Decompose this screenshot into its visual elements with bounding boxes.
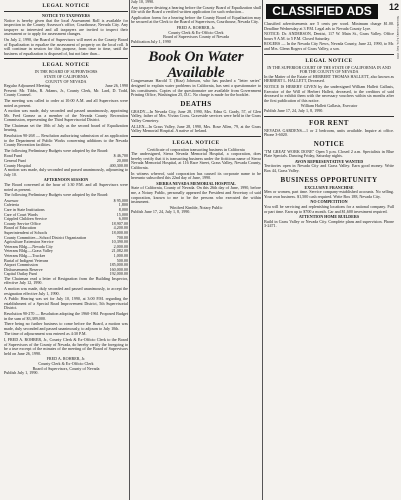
paragraph: The meeting was called to order at 10:00 A.M. and all Supervisors were noted as present.: [4, 97, 128, 108]
legal-notice-heading: LEGAL NOTICE: [42, 3, 90, 9]
signature: William Hallett Gallasis, Executor: [300, 103, 358, 109]
column-rule: [129, 0, 130, 500]
budget-list-2: [4, 199, 128, 277]
budget-amount: 20,000: [116, 158, 128, 164]
paragraph: A motion was made, duly seconded and passed unanimously, appointing Mr. Fred Gomez as a member of the Nevada County Recreation Commission, representing the Third Supervisorial District.: [4, 108, 128, 123]
paragraph: Territories open in Nevada City and Grass Valley. Earn good money. Write Box 44, Grass Valley.: [264, 163, 394, 174]
budget-item: Care of Court Wards: [4, 212, 38, 217]
attention-heading: ATTENTION HOME BUILDERS: [298, 214, 360, 220]
side-running-text: Nevada County Lyre, July 1991: [396, 16, 400, 60]
paragraph: Build in Grass Valley or Nevada City. Complete plans and supervision. Phone 3-2471.: [264, 218, 394, 229]
divider: [264, 54, 394, 55]
budget-item: Airport Commission: [4, 263, 38, 268]
legal-notice-heading: LEGAL NOTICE: [305, 57, 353, 64]
regular-meeting: Regular Adjourned Meeting: [4, 84, 50, 89]
budget-item: Cafeteria: [4, 203, 19, 208]
notice-heading: NOTICE: [313, 139, 345, 148]
budget-item: County Committee—School District Organization: [4, 235, 87, 240]
budget-item: Road Fund: [4, 154, 23, 159]
organization-name: SIERRA NEVADA MEMORIAL HOSPITAL: [156, 180, 236, 186]
budget-amount: 21,082.00: [111, 248, 128, 254]
budget-item: Veterans Bldg.—Grass Valley: [4, 249, 53, 254]
business-heading: BUSINESS OPPORTUNITY: [280, 175, 378, 184]
meeting-date: June 26, 1990: [105, 83, 128, 89]
budget-amount: 400,300.00: [109, 162, 128, 168]
paragraph: Congressman Harold T. (Bizz) Johnson, who has pushed a "letter series" designed to explain water problems in California, has sent a questionnaire to his constituents. Copies of the questionnaire are available from Government Printing Office, Washington 25, D.C. No charge is made for the booklet.: [131, 78, 261, 98]
deaths-heading: DEATHS: [180, 99, 212, 108]
headline-area: [131, 49, 261, 82]
column-rule: [262, 0, 263, 500]
paragraph: Resolution 90-270 — Resolution adopting the 1960-1961 Proposed Budget in the sum of $3,389,000.: [4, 311, 128, 321]
paragraph: Any taxpayer desiring a hearing before the County Board of Equalization shall file with the Board a verified written application for such reduction...: [131, 4, 261, 15]
paragraph: Application forms for a hearing before the County Board of Equalization may be secured at the Clerk to the Board of Supervisors, Courthouse, Nevada City.: [131, 14, 261, 25]
budget-amount: 15,000: [116, 211, 128, 217]
budget-amount: $ 95,000: [113, 197, 128, 203]
page-number: 12: [388, 2, 399, 12]
budget-amount: 10,390.00: [111, 239, 128, 245]
signature-title: Board of Supervisors County of Nevada: [163, 34, 229, 40]
court-title: IN THE SUPERIOR COURT OF THE STATE OF CALIFORNIA IN AND FOR THE COUNTY OF NEVADA: [267, 64, 391, 75]
headline: Book On Water Available: [148, 49, 244, 82]
budget-item: Capital Outlay Fund: [4, 272, 38, 277]
budget-list-1: [4, 154, 128, 168]
divider: [131, 46, 261, 47]
budget-item: Veterans Bldg.—Truckee: [4, 253, 46, 258]
paragraph: I, FRED A. ROHRER, Jr., County Clerk & Ex-Officio Clerk to the Board of Supervisors of the County of Nevada, do hereby certify the foregoing to be a true excerpt of the minutes of the meeting of the Board of Supervisors held on June 26, 1990.: [4, 337, 128, 356]
signature-title: County Clerk & Ex-Officio Clerk: [168, 29, 224, 35]
publish-date: Publish June 17, 24, July 1, 8, 1990.: [264, 107, 324, 113]
paragraph: The Chairman set the 10th of July as the second board of Equalization hearing.: [4, 122, 128, 133]
paragraph: NOTICE IS HEREBY GIVEN by the undersigned William Hallett Gallasis, Executor of the Will of Herbert Hallett, deceased, to the creditors of said deceased to exhibit them with the necessary vouchers within six months after the first publication of this notice.: [264, 83, 394, 103]
budget-amount: $ 46,700: [113, 153, 128, 159]
legal-notice-heading: LEGAL NOTICE: [172, 139, 220, 146]
certificate-title: Certificate of corporation transacting business in California: [147, 146, 245, 152]
divider: [4, 11, 128, 12]
budget-item: General Fund: [4, 159, 27, 164]
paragraph: In witness whereof, said corporation has caused its corporate name to be hereunto subscribed this 22nd day of June, 1990.: [131, 170, 261, 181]
paragraph: NOTICE: Dr. ANDERSON, Dentist, 117 W. Main St., Grass Valley. Office hours 9 A.M. to 5 P.M. Closed Saturday.: [264, 31, 394, 41]
publish-date: Publication July 1, 1990: [131, 38, 171, 44]
divider: [264, 116, 394, 117]
date-line: July 10, 1990.: [131, 0, 155, 4]
paragraph: A Public Hearing was set for July 10, 1990, at 3:00 P.M. regarding the establishment of a Special Road Improvement District, 5th Supervisorial District.: [4, 296, 128, 311]
budget-amount: 1,000.00: [113, 252, 128, 258]
budget-item: Superintendent of Schools: [4, 230, 48, 235]
paragraph: The Chairman read a letter of Resignation from the Building Inspector, effective July 12, 1990.: [4, 275, 128, 286]
notary-signature: Winifred Kimble, Notary Public: [169, 204, 223, 210]
divider: [4, 58, 128, 59]
avon-heading: AVON REPRESENTATIVE WANTED: [294, 158, 364, 164]
paragraph: Resolution 90-268 — Resolution authorizing submission of an application to the Department of Public Works concerning additions to the Nevada County Recreation facilities.: [4, 133, 128, 148]
rates-paragraph: Classified advertisements are 5 cents per word. Minimum charge $1.00. Deadline Wednesday at 3 P.M. Legal ads to Nevada County Lyre.: [264, 21, 394, 31]
budget-amount: 4,200.00: [113, 225, 128, 231]
legal-notice-heading: LEGAL NOTICE: [42, 62, 90, 69]
paragraph: The Board convened at the hour of 1:30 P.M. and all Supervisors were noted as present.: [4, 182, 128, 192]
column-center: [131, 0, 261, 500]
budget-item: Disbursements Reserve: [4, 267, 43, 272]
divider: [131, 136, 261, 137]
budget-amount: 500.00: [116, 257, 128, 263]
budget-amount: 192,000.00: [109, 271, 128, 277]
paragraph: A motion was made, duly seconded and passed unanimously, to accept the resignation effective July 1, 1990.: [4, 286, 128, 296]
budget-amount: 8,000: [118, 206, 128, 212]
notice-title: NOTICE TO TAXPAYERS: [42, 13, 90, 18]
classified-ads-banner: CLASSIFIED ADS: [266, 4, 378, 19]
signature: FRED A. ROHRER, Jr.: [176, 24, 216, 30]
budget-amount: 18,000.00: [111, 229, 128, 235]
county: COUNTY OF NEVADA: [45, 78, 87, 84]
signature: FRED A. ROHRER, Jr.: [46, 356, 86, 362]
budget-item: County Hospital: [4, 163, 31, 168]
present-list: Present: Mr. Tibbs, R. Adams, Jr., County Clerk, Mr. Lard, D. Todd, County Counsel.: [4, 87, 128, 98]
paragraph: You will be servicing and replenishing locations for a national company. Full or part time. Earn up to $700 a month. Car and $1,600 investment required.: [264, 204, 394, 214]
budget-amount: 160,000.00: [109, 266, 128, 272]
paragraph: NEVADA GARDENS—1 or 2 bedroom, units available. Inquire at office. Phone 3-6020.: [264, 127, 394, 138]
signature-title: County Clerk & Ex-Officio Clerk: [38, 360, 94, 366]
competition-heading: NO COMPETITION: [310, 199, 348, 205]
budget-amount: 1,800: [118, 202, 128, 208]
state: STATE OF CALIFORNIA: [43, 73, 89, 79]
publish-date: Publish June 17, 24, July 1, 8, 1990.: [131, 209, 191, 215]
budget-amount: 6,000: [118, 216, 128, 222]
paragraph: On July 2, 1990, the Board of Supervisors will meet as the County Board of Equalization to equalize the assessment of property on the local roll. It will continue in session for this purpose, from time to time, until the business of equalization is disposed of, but not later than...: [4, 36, 128, 56]
budget-amount: 185,000.00: [109, 262, 128, 268]
budget-item: Agriculture Extension Service: [4, 240, 54, 245]
for-rent-heading: FOR RENT: [309, 118, 349, 127]
board-title: IN THE BOARD OF SUPERVISORS: [34, 69, 98, 75]
paragraph: Men or women, part time. Service company-established accounts. No selling. Your own business. $1,500 cash required. Write Box 188, Nevada City.: [264, 189, 394, 199]
paragraph: ROGERS — In the Nevada City News, Nevada County, June 22, 1990, to Mr. and Mrs. Glenn Rogers of Grass Valley, a son.: [264, 41, 394, 51]
column-classified: [264, 0, 394, 500]
obituary: ALLEN—In Grass Valley, June 28, 1990, Mrs. Rose Allen, 79, at the Grass Valley Memorial Hospital. A native of Ireland.: [131, 123, 261, 134]
column-legal-notices-1: [4, 0, 128, 500]
budget-item: Board of Education: [4, 226, 37, 231]
publish-date: Publish July 1, 1990.: [4, 370, 39, 376]
budget-amount: 700.00: [116, 234, 128, 240]
obituary: GRADY—In Nevada City, June 28, 1990, Mrs. Edna G. Grady, 57, of Glen Valley, father of Mrs. Vivian Cross. Graveside services were held in the Grass Valley Cemetery.: [131, 108, 261, 123]
estate-title: In the Matter of the Estate of HERBERT THOMAS HALLETT, also known as HERBERT L. HALLETT, Deceased.: [264, 73, 394, 84]
paragraph: A motion was made, duly seconded and passed unanimously, adjourning to July 10.: [4, 167, 128, 177]
signature-title: Board of Supervisors, County of Nevada: [32, 365, 100, 371]
budget-item: Care in State Institutions: [4, 207, 45, 212]
paragraph: The following Preliminary Budgets were adopted by the Board:: [4, 192, 109, 198]
paragraph: "I'M GREAT WORK DONE" Open 5 p.m. Closed 2 a.m. Specialists in Blue Plate Specials. Dancing Friday, Saturday nights.: [264, 148, 394, 159]
budget-amount: 18,907.00: [111, 220, 128, 226]
franchise-heading: EXCLUSIVE FRANCHISE: [304, 184, 354, 190]
paragraph: There being no further business to come before the Board, a motion was made, duly seconded and passed unanimously, to adjourn to July 10th.: [4, 321, 128, 331]
budget-item: Burial of Indigent Veterans: [4, 258, 49, 263]
paragraph: Notice is hereby given that the local Assessment Roll is available for inspection in the County Assessor's office, Courthouse, Nevada City. Any taxpayer so interested and all taxpayers are invited to inspect their assessment or to apply for assessment changes.: [4, 17, 128, 37]
budget-item: County Service Office: [4, 221, 41, 226]
budget-item: Assessor: [4, 198, 19, 203]
paragraph: The time of adjournment was entered as 4:30 P.M.: [4, 331, 87, 337]
paragraph: The undersigned, Sierra Nevada Memorial Hospital, a corporation, does hereby certify that it is transacting business under the fictitious name of Sierra Nevada Memorial Hospital, at 116 Race Street, Grass Valley, Nevada County, California.: [131, 151, 261, 171]
budget-item: Crippled Children Service: [4, 217, 47, 222]
budget-item: Veterans Bldg.—Nevada City: [4, 244, 53, 249]
afternoon-session: AFTERNOON SESSION: [43, 177, 89, 183]
budget-amount: 2,000.00: [113, 243, 128, 249]
paragraph: The following Preliminary Budgets were adopted by the Board:: [4, 147, 109, 153]
paragraph: State of California, County of Nevada. On this 26th day of June, 1990, before me, a Notary Public, personally appeared the President and Secretary of said corporation, known to me to be the persons who executed the within instrument.: [131, 185, 261, 205]
